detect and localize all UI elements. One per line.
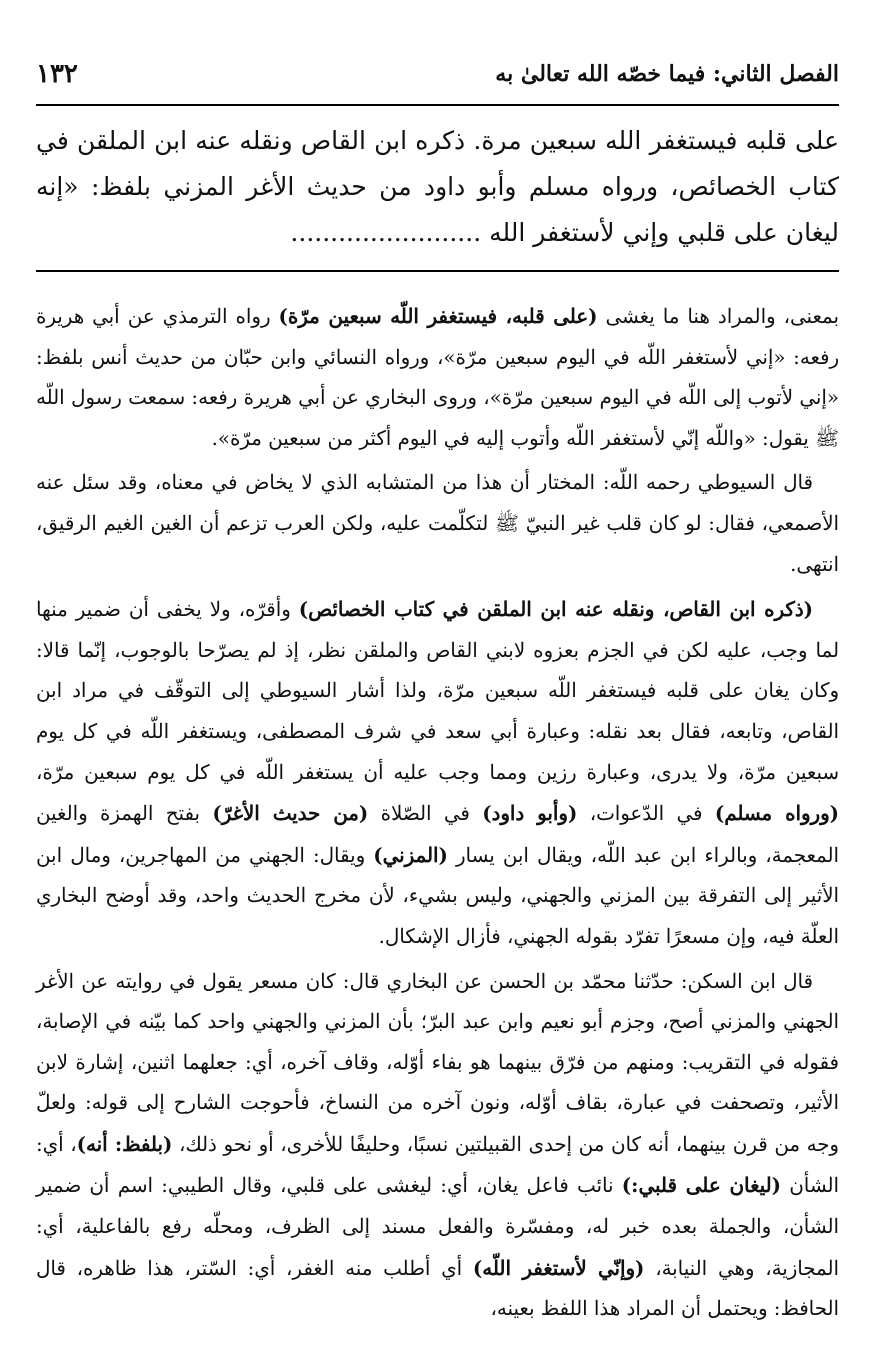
commentary-paragraph: قال السيوطي رحمه اللّه: المختار أن هذا من المتشابه الذي لا يخاض في معناه، وقد سئل عنه الأصمعي، فقال: لو كان قلب غير النبيّ ﷺ لتكلّمت عليه، ولكن العرب تزعم أن الغين الغيم الرقيق، انتهى.	[36, 471, 839, 576]
quoted-matn: (بلفظ: أنه)	[76, 1131, 173, 1156]
commentary-text: رواه الترمذي عن أبي هريرة رفعه: «إني لأستغفر اللّه في اليوم سبعين مرّة»، ورواه النسائي وابن حبّان من حديث أنس بلفظ: «إني لأتوب إلى اللّه في اليوم سبعين مرّة»، وروى البخاري عن أبي هريرة رفعه: سمعت رسول اللّه ﷺ يقول: «واللّه إنّي لأستغفر اللّه وأتوب إليه في اليوم أكثر من سبعين مرّة».	[36, 305, 839, 450]
page-number: ١٣٢	[36, 59, 78, 89]
commentary	[36, 296, 839, 1334]
commentary-text: بمعنى، والمراد هنا ما يغشى	[597, 305, 839, 328]
quoted-matn: (وأبو داود)	[482, 801, 578, 826]
commentary-text: نائب فاعل يغان، أي: ليغشى على قلبي، وقال الطيبي: اسم أن ضمير الشأن، والجملة بعده خبر له، ومفسّرة والفعل مسند إلى الظرف، ومحلّه رفع بالفاعلية، أي: المجازية، وهي النيابة،	[36, 1174, 840, 1280]
commentary-text: بفتح الهمزة والغين المعجمة، وبالراء ابن عبد اللّه، ويقال ابن يسار	[36, 802, 839, 867]
quoted-matn: (المزني)	[373, 842, 448, 867]
main-text	[36, 118, 839, 256]
quoted-matn: (ليغان على قلبي:)	[621, 1173, 781, 1198]
commentary-text: وأقرّه، ولا يخفى أن ضمير منها لما وجب، عليه لكن في الجزم بعزوه لابني القاص والملقن نظر، إذ لم يصرّحا بالوجوب، إنّما قالا: وكان يغان على قلبه فيستغفر اللّه سبعين مرّة، ولذا أشار السيوطي إلى التوقّف في مراد ابن القاص، وتابعه، فقال بعد نقله: وعبارة أبي سعد في شرف المصطفى، ويستغفر اللّه في كل يوم سبعين مرّة، ولا يدرى، وعبارة رزين ومما وجب عليه أن يستغفر اللّه في كل يوم سبعين مرّة،	[36, 598, 839, 784]
commentary-text: ويقال: الجهني من المهاجرين، ومال ابن الأثير إلى التفرقة بين المزني والجهني، وليس بشيء، لأن مخرج الحديث واحد، وقد أوضح البخاري العلّة فيه، وإن مسعرًا تفرّد بقوله الجهني، فأزال الإشكال.	[36, 843, 839, 948]
quoted-matn: (وإنّي لأستغفر اللّه)	[472, 1255, 645, 1280]
book-page	[36, 0, 839, 1359]
commentary-paragraph	[36, 589, 839, 957]
ellipsis-dots: ........................	[290, 218, 482, 247]
main-commentary-divider	[36, 270, 839, 272]
quoted-matn: (على قلبه، فيستغفر اللّه سبعين مرّة)	[278, 304, 598, 328]
page-header	[36, 54, 839, 94]
commentary-paragraph	[36, 962, 839, 1330]
commentary-text: في الدّعوات،	[577, 802, 715, 826]
commentary-text: في الصّلاة	[368, 802, 483, 826]
main-paragraph	[36, 118, 839, 256]
commentary-text: أي أطلب منه الغفر، أي: السّتر، هذا ظاهره، قال الحافظ: ويحتمل أن المراد هذا اللفظ بعينه،	[36, 1256, 839, 1321]
header-divider	[36, 104, 839, 106]
commentary-paragraph	[36, 296, 839, 459]
main-paragraph-text: على قلبه فيستغفر الله سبعين مرة. ذكره ابن القاص ونقله عنه ابن الملقن في كتاب الخصائص، ورواه مسلم وأبو داود من حديث الأغر المزني بلفظ: «إنه ليغان على قلبي وإني لأستغفر الله	[36, 126, 839, 247]
commentary-text: قال ابن السكن: حدّثنا محمّد بن الحسن عن البخاري قال: كان مسعر يقول في روايته عن الأغر الجهني والمزني أصح، وجزم أبو نعيم وابن عبد البرّ؛ بأن المزني والجهني واحد كما بيّنه في الإصابة، فقوله في التقريب: ومنهم من فرّق بينهما هو بفاء أوّله، وقاف آخره، أي: جعلهما اثنين، إشارة لابن الأثير، وتصحفت في عبارة، بقاف أوّله، ونون آخره من النساخ، فأحوجت الشارح إلى قوله: ولعلّ وجه من قرن بينهما، أنه كان من إحدى القبيلتين نسبًا، وحليفًا للأخرى، أو نحو ذلك،	[36, 969, 839, 1156]
quoted-matn: (من حديث الأغرّ)	[212, 801, 369, 826]
quoted-matn: (ورواه مسلم)	[714, 801, 839, 826]
quoted-matn: (ذكره ابن القاص، ونقله عنه ابن الملقن في كتاب الخصائص)	[298, 597, 813, 622]
commentary-text: ، أي: الشأن	[36, 1132, 839, 1198]
chapter-title: الفصل الثاني: فيما خصّه الله تعالىٰ به	[495, 61, 839, 87]
